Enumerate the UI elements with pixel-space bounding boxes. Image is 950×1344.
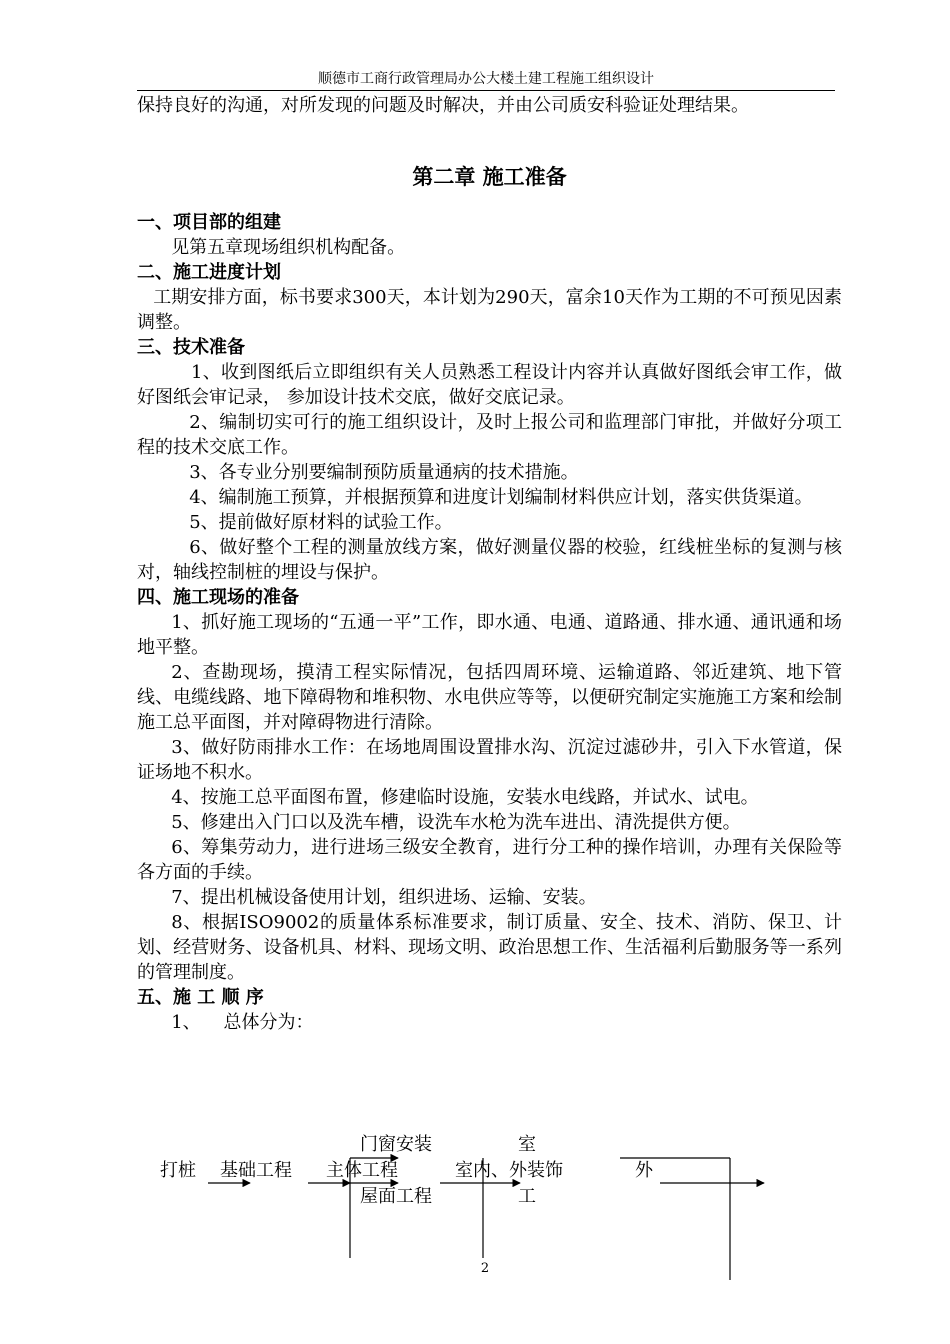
section-2-text: 工期安排方面，标书要求300天，本计划为290天，富余10天作为工期的不可预见因素调整。 [137, 287, 842, 333]
section-1-title: 一、项目部的组建 [137, 212, 281, 233]
flow-node-wai: 外 [635, 1160, 653, 1181]
section-4-item-8: 8、根据ISO9002的质量体系标准要求，制订质量、安全、技术、消防、保卫、计划、经营财务、设备机具、材料、现场文明、政治思想工作、生活福利后勤服务等一系列的管理制度。 [137, 912, 842, 983]
section-4-item-6: 6、筹集劳动力，进行进场三级安全教育，进行分工种的操作培训，办理有关保险等各方面的手续。 [137, 837, 842, 883]
flow-node-shinei: 室内、外装饰 [455, 1160, 563, 1181]
flow-node-menchuang: 门窗安装 [360, 1134, 432, 1155]
section-4-title: 四、施工现场的准备 [137, 587, 299, 608]
section-3-item-3: 3、各专业分别要编制预防质量通病的技术措施。 [189, 462, 579, 483]
flow-node-shi: 室 [518, 1134, 536, 1155]
section-3-item-4: 4、编制施工预算，并根据预算和进度计划编制材料供应计划，落实供货渠道。 [189, 487, 813, 508]
flow-node-dazhuang: 打桩 [160, 1160, 196, 1181]
intro-paragraph: 保持良好的沟通，对所发现的问题及时解决，并由公司质安科验证处理结果。 [137, 95, 749, 116]
section-1-text: 见第五章现场组织机构配备。 [171, 237, 406, 258]
section-4-item-3: 3、做好防雨排水工作：在场地周围设置排水沟、沉淀过滤砂井，引入下水管道，保证场地不积水。 [137, 737, 842, 783]
flow-node-wumian: 屋面工程 [360, 1186, 432, 1207]
flow-node-jichu: 基础工程 [220, 1160, 292, 1181]
flow-node-gong: 工 [518, 1186, 536, 1207]
page-number: 2 [480, 1261, 490, 1276]
section-4-item-1: 1、抓好施工现场的“五通一平”工作，即水通、电通、道路通、排水通、通讯通和场地平整。 [137, 612, 842, 658]
section-4-item-2: 2、查勘现场，摸清工程实际情况，包括四周环境、运输道路、邻近建筑、地下管线、电缆线路、地下障碍物和堆积物、水电供应等等，以便研究制定实施施工方案和绘制施工总平面图，并对障碍物进行清除。 [137, 662, 842, 733]
section-4-item-5: 5、修建出入门口以及洗车槽，设洗车水枪为洗车进出、清洗提供方便。 [171, 812, 741, 833]
flow-node-zhuti: 主体工程 [326, 1160, 398, 1181]
section-3-item-5: 5、提前做好原材料的试验工作。 [189, 512, 453, 533]
section-3-item-2: 2、编制切实可行的施工组织设计，及时上报公司和监理部门审批，并做好分项工程的技术交底工作。 [137, 412, 842, 458]
section-3-item-1: 1、收到图纸后立即组织有关人员熟悉工程设计内容并认真做好图纸会审工作，做好图纸会审记录， 参加设计技术交底，做好交底记录。 [137, 362, 842, 408]
section-5-item-1: 1、 总体分为： [171, 1012, 314, 1033]
page-header: 顺德市工商行政管理局办公大楼土建工程施工组织设计 [137, 68, 835, 91]
section-5-title: 五、施 工 顺 序 [137, 987, 264, 1008]
section-3-title: 三、技术准备 [137, 337, 245, 358]
section-4-item-4: 4、按施工总平面图布置，修建临时设施，安装水电线路，并试水、试电。 [171, 787, 759, 808]
section-2-title: 二、施工进度计划 [137, 262, 281, 283]
chapter-title: 第二章 施工准备 [412, 165, 567, 189]
section-3-item-6: 6、做好整个工程的测量放线方案，做好测量仪器的校验，红线桩坐标的复测与核对，轴线控制桩的埋设与保护。 [137, 537, 842, 583]
section-4-item-7: 7、提出机械设备使用计划，组织进场、运输、安装。 [171, 887, 597, 908]
